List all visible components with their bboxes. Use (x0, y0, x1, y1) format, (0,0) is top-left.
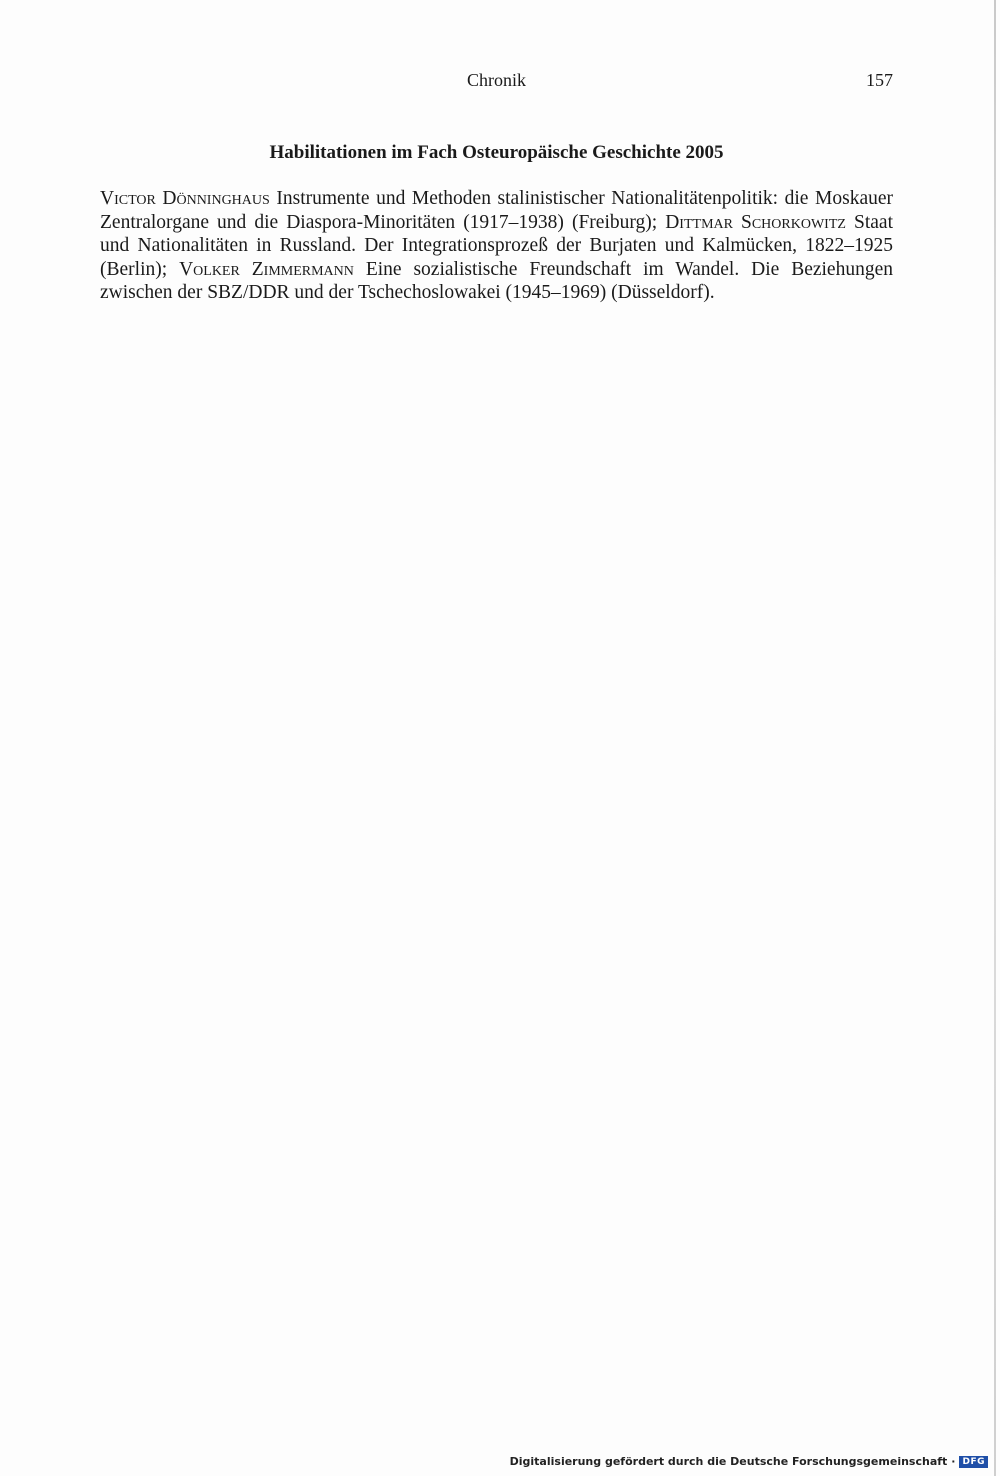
running-title: Chronik (466, 70, 526, 90)
dfg-logo-icon: DFG (959, 1456, 988, 1468)
credit-separator: · (951, 1455, 956, 1468)
credit-text: Digitalisierung gefördert durch die Deutsche Forschungsgemeinschaft (509, 1455, 948, 1468)
entry-text: Staat und Nationalitäten in Russland. Der Integrationsprozeß der Burjaten und Kalmücken, 1822–1925 (Berlin); (100, 211, 893, 280)
author-name: Volker Zimmermann (179, 258, 354, 280)
author-name: Victor Dönninghaus (100, 188, 270, 209)
entry-text: Instrumente und Methoden stalinistischer Nationalitätenpolitik: die Moskauer Zentralorgane und die Diaspora-Minoritäten (1917–1938) (Freiburg); (100, 188, 893, 233)
page-number: 157 (866, 70, 893, 90)
section-heading: Habilitationen im Fach Osteuropäische Geschichte 2005 (269, 142, 724, 163)
running-head (100, 70, 893, 96)
page-edge-shadow (994, 0, 996, 1476)
author-name: Dittmar Schorkowitz (665, 211, 846, 233)
digitization-credit (510, 1455, 988, 1468)
habilitation-list-paragraph (100, 187, 893, 305)
entry-text: Eine sozialistische Freundschaft im Wandel. Die Beziehungen zwischen der SBZ/DDR und der Tschechoslowakei (1945–1969) (Düsseldorf). (100, 258, 893, 303)
